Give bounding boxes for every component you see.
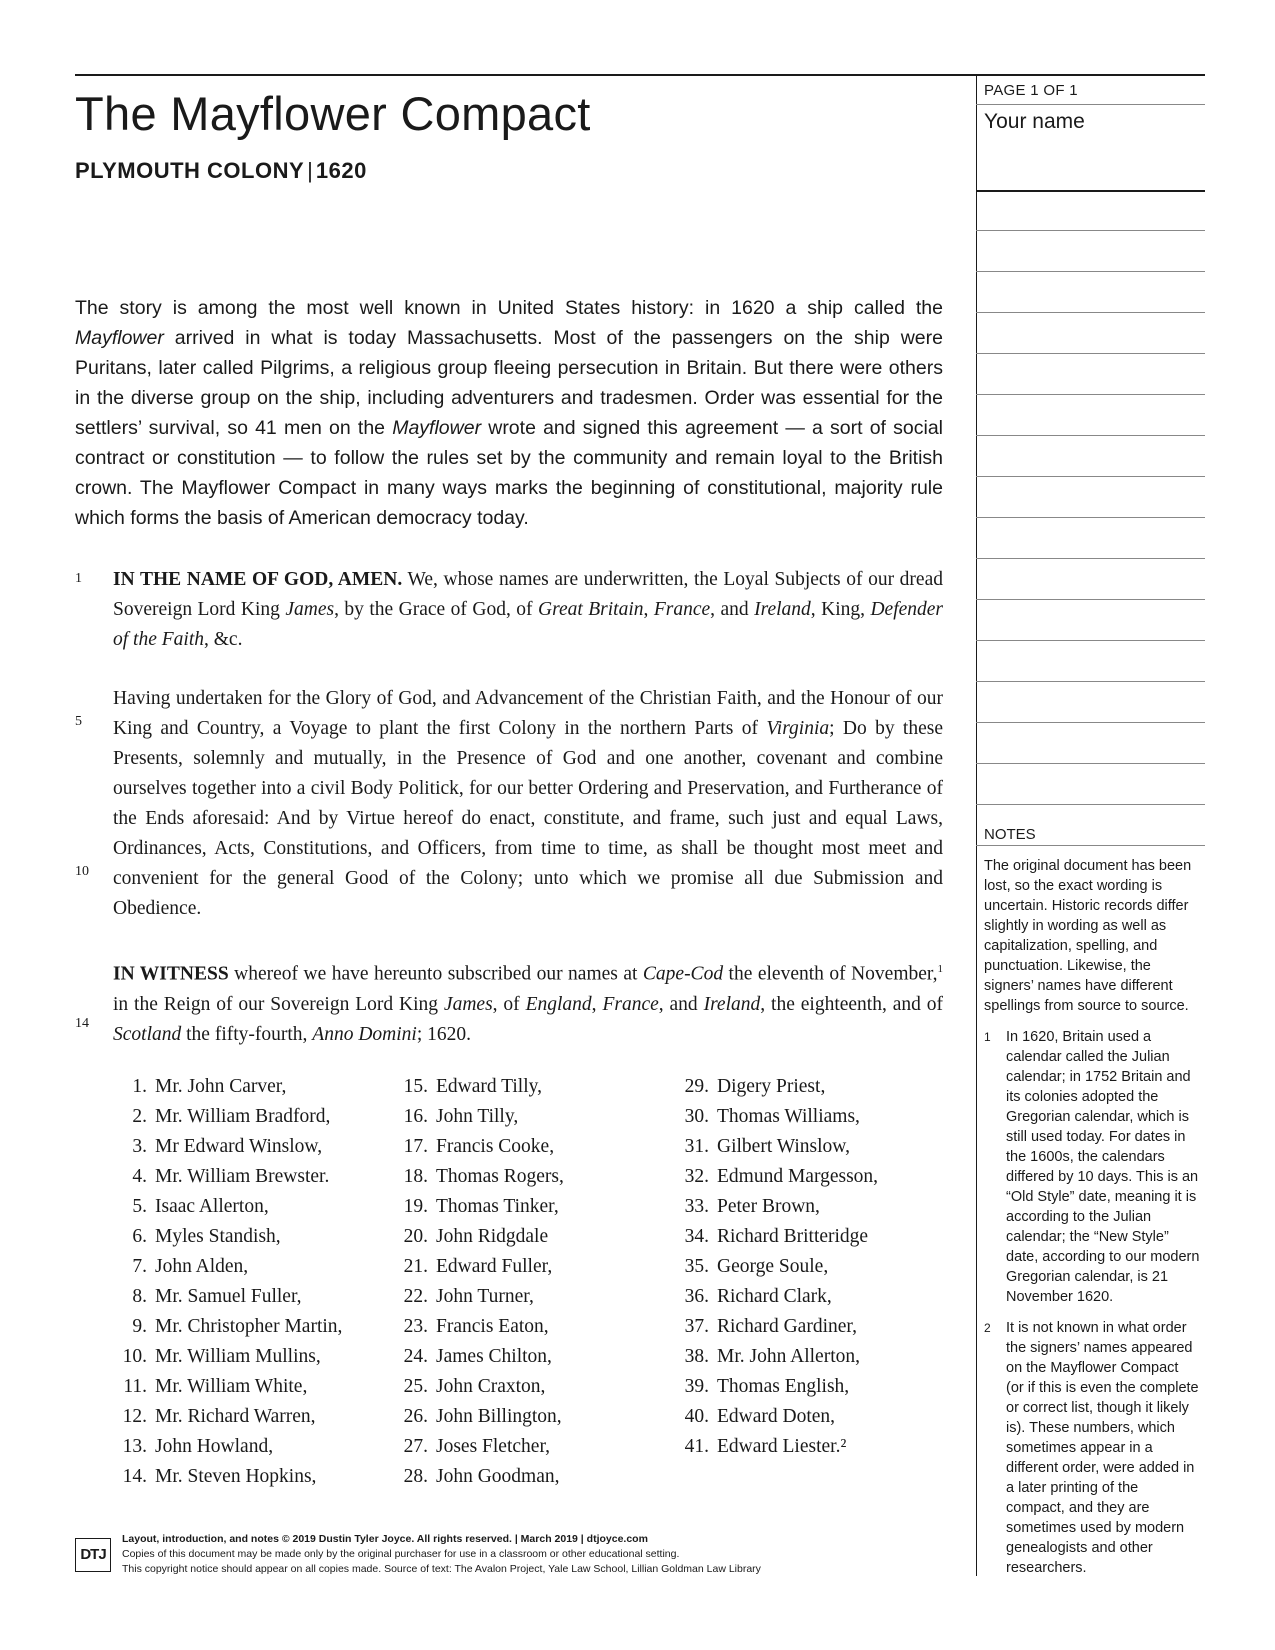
signer-item: [394, 1192, 564, 1222]
subtitle-separator: |: [307, 158, 313, 183]
writing-line[interactable]: [976, 558, 1205, 559]
signer-name: John Howland,: [155, 1436, 274, 1457]
subtitle-colony: PLYMOUTH COLONY: [75, 158, 305, 183]
signer-name: Thomas English,: [717, 1376, 850, 1397]
signer-item: [394, 1372, 564, 1402]
footnote: [984, 1027, 1200, 1307]
signer-name: Mr. John Carver,: [155, 1076, 287, 1097]
signer-name: Mr. William Mullins,: [155, 1346, 321, 1367]
signer-number: 25.: [403, 1376, 428, 1397]
signer-number: 13.: [122, 1436, 147, 1457]
signer-item: [394, 1102, 564, 1132]
signer-item: [113, 1342, 342, 1372]
signer-number: 1.: [132, 1076, 147, 1097]
signer-name: Edward Liester.²: [717, 1436, 847, 1457]
compact-text: whereof we have hereunto subscribed our names at: [228, 963, 643, 985]
signer-item: [675, 1252, 878, 1282]
compact-italic: Great Britain: [538, 599, 644, 620]
signer-number: 41.: [684, 1436, 709, 1457]
intro-text: arrived in what is today Massachusetts. Most of the passengers on the ship were Puritans, later called Pilgrims, a religious group fleeing persecution in Britain. But there were others in the diverse group on the ship, including adventurers and tradesmen. Order was essential for the settlers’ survival, so 41 men on the: [75, 327, 943, 439]
signer-item: [113, 1132, 342, 1162]
signer-item: [113, 1462, 342, 1492]
name-field-label: Your name: [984, 110, 1085, 133]
signer-item: [113, 1282, 342, 1312]
signer-name: Mr. William White,: [155, 1376, 308, 1397]
compact-italic: Scotland: [113, 1023, 182, 1045]
signer-number: 21.: [403, 1256, 428, 1277]
signer-item: [675, 1072, 878, 1102]
compact-text: , &c.: [204, 629, 243, 650]
signer-item: [394, 1342, 564, 1372]
signer-number: 5.: [132, 1196, 147, 1217]
compact-text: We, whose names are underwritten, the Loyal Subjects of our dread Sovereign Lord King: [113, 569, 943, 620]
writing-line[interactable]: [976, 476, 1205, 477]
signer-name: Mr. Samuel Fuller,: [155, 1286, 302, 1307]
compact-italic: Ireland: [754, 599, 811, 620]
signer-number: 30.: [684, 1106, 709, 1127]
dtj-logo: DTJ: [75, 1538, 111, 1572]
line-number: 5: [75, 714, 82, 729]
compact-italic: France: [602, 993, 659, 1015]
intro-text: The story is among the most well known in United States history: in 1620 a ship called the: [75, 297, 943, 319]
signer-number: 6.: [132, 1226, 147, 1247]
signer-number: 15.: [403, 1076, 428, 1097]
signer-name: Richard Gardiner,: [717, 1316, 857, 1337]
compact-text: in the Reign of our Sovereign Lord King: [113, 993, 444, 1015]
footnote-number: 2: [984, 1321, 991, 1335]
intro-text: wrote and signed this agreement — a sort of social contract or constitution — to follow the rules set by the community and remain loyal to the British crown. The Mayflower Compact in many ways marks the beginning of constitutional, majority rule which forms the basis of American democracy today.: [75, 417, 943, 529]
writing-line[interactable]: [976, 845, 1205, 846]
signer-item: [113, 1192, 342, 1222]
signer-number: 8.: [132, 1286, 147, 1307]
footnote-text: In 1620, Britain used a calendar called the Julian calendar; in 1752 Britain and its colonies adopted the Gregorian calendar, which is still used today. For dates in the 1600s, the calendars differed by 10 days. This is an “Old Style” date, meaning it is according to the Julian calendar; the “New Style” date, according to our modern Gregorian calendar, is 21 November 1620.: [1006, 1029, 1200, 1305]
footnote-ref: 1: [937, 963, 943, 975]
signer-item: [394, 1222, 564, 1252]
compact-italic: Virginia: [766, 718, 830, 739]
signer-number: 11.: [123, 1376, 147, 1397]
compact-text: , the eighteenth, and of: [760, 993, 944, 1015]
signer-number: 2.: [132, 1106, 147, 1127]
signer-number: 37.: [684, 1316, 709, 1337]
signer-name: George Soule,: [717, 1256, 829, 1277]
signer-item: [113, 1312, 342, 1342]
signer-name: Mr. Christopher Martin,: [155, 1316, 343, 1337]
signer-name: Edmund Margesson,: [717, 1166, 879, 1187]
sidebar-border: [976, 76, 977, 1576]
signers-column-1: [113, 1072, 342, 1492]
signer-name: Mr. Richard Warren,: [155, 1406, 316, 1427]
signer-item: [394, 1282, 564, 1312]
signer-number: 32.: [684, 1166, 709, 1187]
signer-name: Peter Brown,: [717, 1196, 820, 1217]
signer-item: [675, 1342, 878, 1372]
signer-item: [394, 1072, 564, 1102]
writing-line[interactable]: [976, 230, 1205, 231]
footer-line: Copies of this document may be made only by the original purchaser for use in a classroom or other educational setting.: [122, 1548, 680, 1560]
signer-number: 34.: [684, 1226, 709, 1247]
page-subtitle: [75, 158, 367, 184]
signer-number: 24.: [403, 1346, 428, 1367]
signer-number: 20.: [403, 1226, 428, 1247]
compact-italic: James: [285, 599, 335, 620]
signer-item: [113, 1162, 342, 1192]
signer-item: [675, 1192, 878, 1222]
signer-name: Joses Fletcher,: [436, 1436, 551, 1457]
subtitle-year: 1620: [315, 158, 367, 183]
signer-name: Francis Cooke,: [436, 1136, 555, 1157]
signer-number: 16.: [403, 1106, 428, 1127]
signer-item: [394, 1312, 564, 1342]
signer-item: [675, 1312, 878, 1342]
footnote: [984, 1318, 1200, 1578]
signer-number: 17.: [403, 1136, 428, 1157]
signer-item: [394, 1132, 564, 1162]
compact-italic: Cape-Cod: [642, 963, 724, 985]
writing-line[interactable]: [976, 722, 1205, 723]
signer-name: Mr. Steven Hopkins,: [155, 1466, 317, 1487]
signer-item: [394, 1462, 564, 1492]
signer-item: [394, 1432, 564, 1462]
signer-name: Mr Edward Winslow,: [155, 1136, 323, 1157]
compact-paragraph-3: [113, 954, 943, 1050]
writing-line[interactable]: [976, 435, 1205, 436]
compact-text: ; 1620.: [416, 1023, 472, 1045]
notes-body: The original document has been lost, so the exact wording is uncertain. Historic records differ slightly in wording as well as capitalization, spelling, and punctuation. Likewise, the signers’ names have different spellings from source to source.: [984, 858, 1192, 1014]
signer-item: [394, 1162, 564, 1192]
signer-name: John Turner,: [436, 1286, 534, 1307]
signer-item: [113, 1222, 342, 1252]
signer-name: John Billington,: [436, 1406, 562, 1427]
writing-line[interactable]: [976, 681, 1205, 682]
compact-italic: Ireland: [703, 993, 761, 1015]
signer-item: [675, 1372, 878, 1402]
signer-item: [675, 1102, 878, 1132]
compact-italic: France: [653, 599, 711, 620]
top-rule: [75, 74, 1205, 76]
compact-italic: Defender of the Faith: [113, 599, 944, 650]
line-number: 1: [75, 571, 82, 586]
writing-line[interactable]: [976, 353, 1205, 354]
writing-line[interactable]: [976, 804, 1205, 805]
intro-paragraph: [75, 293, 943, 533]
signer-name: Thomas Tinker,: [436, 1196, 559, 1217]
signer-name: John Alden,: [155, 1256, 249, 1277]
footer-line: This copyright notice should appear on all copies made. Source of text: The Avalon Project, Yale Law School, Lillian Goldman Law Library: [122, 1563, 761, 1575]
writing-line[interactable]: [976, 312, 1205, 313]
signer-number: 3.: [132, 1136, 147, 1157]
signer-name: Edward Fuller,: [436, 1256, 553, 1277]
compact-opening: IN THE NAME OF GOD, AMEN.: [113, 569, 403, 590]
signer-number: 12.: [122, 1406, 147, 1427]
compact-text: , and: [710, 599, 755, 620]
signer-name: Edward Tilly,: [436, 1076, 543, 1097]
signer-item: [394, 1252, 564, 1282]
signer-item: [675, 1432, 878, 1462]
signer-name: Isaac Allerton,: [155, 1196, 269, 1217]
signer-name: Edward Doten,: [717, 1406, 836, 1427]
compact-text: the eleventh of November,: [723, 963, 938, 985]
signer-number: 28.: [403, 1466, 428, 1487]
compact-text: , and: [658, 993, 704, 1015]
compact-text: Having undertaken for the Glory of God, and Advancement of the Christian Faith, and the Honour of our King and Country, a Voyage to plant the first Colony in the northern Parts of: [113, 688, 943, 739]
signer-number: 35.: [684, 1256, 709, 1277]
signer-item: [394, 1402, 564, 1432]
signer-number: 14.: [122, 1466, 147, 1487]
witness-heading: IN WITNESS: [113, 963, 229, 985]
signer-number: 29.: [684, 1076, 709, 1097]
signer-name: Mr. John Allerton,: [717, 1346, 861, 1367]
footer-line: Layout, introduction, and notes © 2019 Dustin Tyler Joyce. All rights reserved. | March 2019 | dtjoyce.com: [122, 1533, 648, 1545]
page-title: The Mayflower Compact: [75, 87, 591, 140]
signer-number: 4.: [132, 1166, 147, 1187]
signer-item: [113, 1072, 342, 1102]
signer-number: 19.: [403, 1196, 428, 1217]
signer-item: [675, 1402, 878, 1432]
compact-italic: James: [443, 993, 493, 1015]
signer-number: 40.: [684, 1406, 709, 1427]
compact-text: , by the Grace of God, of: [334, 599, 538, 620]
copyright-footer: [122, 1532, 761, 1577]
signer-name: Mr. William Bradford,: [155, 1106, 331, 1127]
divider: [976, 104, 1205, 105]
notes-heading: NOTES: [984, 826, 1036, 843]
signer-item: [675, 1282, 878, 1312]
footnote-text: It is not known in what order the signers’ names appeared on the Mayflower Compact (or if this is even the complete or correct list, though it likely is). These numbers, which sometimes appear in a different order, were added in a later printing of the compact, and they are sometimes used by modern genealogists and other researchers.: [1006, 1320, 1199, 1576]
signer-name: John Goodman,: [436, 1466, 560, 1487]
signer-number: 22.: [403, 1286, 428, 1307]
signer-name: Gilbert Winslow,: [717, 1136, 850, 1157]
writing-line[interactable]: [976, 599, 1205, 600]
compact-text: ,: [591, 993, 603, 1015]
signer-name: Myles Standish,: [155, 1226, 281, 1247]
line-number: 14: [75, 1016, 89, 1031]
compact-text: ,: [643, 599, 654, 620]
line-number: 10: [75, 864, 89, 879]
intro-ship-name: Mayflower: [75, 327, 164, 349]
compact-text: ; Do by these Presents, solemnly and mutually, in the Presence of God and one another, covenant and combine ourselves together into a civil Body Politick, for our better Ordering and Preservation, and Furtherance of the Ends aforesaid: And by Virtue hereof do enact, constitute, and frame, such just and equal Laws, Ordinances, Acts, Constitutions, and Officers, from time to time, as shall be thought most meet and convenient for the general Good of the Colony; unto which we promise all due Submission and Obedience.: [113, 718, 943, 919]
signer-name: John Tilly,: [436, 1106, 519, 1127]
writing-line[interactable]: [976, 763, 1205, 764]
signer-number: 27.: [403, 1436, 428, 1457]
signer-number: 9.: [132, 1316, 147, 1337]
signer-number: 36.: [684, 1286, 709, 1307]
signer-number: 31.: [684, 1136, 709, 1157]
writing-line[interactable]: [976, 394, 1205, 395]
signer-item: [113, 1252, 342, 1282]
signers-column-2: [394, 1072, 564, 1492]
signer-item: [113, 1432, 342, 1462]
signer-name: Digery Priest,: [717, 1076, 826, 1097]
intro-ship-name: Mayflower: [392, 417, 482, 439]
signer-number: 38.: [684, 1346, 709, 1367]
page-indicator: PAGE 1 OF 1: [984, 82, 1078, 99]
compact-text: , of: [492, 993, 526, 1015]
footnote-number: 1: [984, 1030, 991, 1044]
compact-paragraph-2: [113, 684, 943, 924]
signer-name: Mr. William Brewster.: [155, 1166, 330, 1187]
signer-name: Richard Clark,: [717, 1286, 832, 1307]
signer-item: [675, 1162, 878, 1192]
signer-name: Richard Britteridge: [717, 1226, 869, 1247]
signer-number: 7.: [132, 1256, 147, 1277]
signer-item: [113, 1372, 342, 1402]
signer-name: Thomas Rogers,: [436, 1166, 564, 1187]
compact-italic: Anno Domini: [312, 1023, 417, 1045]
signer-number: 39.: [684, 1376, 709, 1397]
signer-number: 33.: [684, 1196, 709, 1217]
signer-name: Francis Eaton,: [436, 1316, 549, 1337]
name-field-line[interactable]: [976, 190, 1205, 192]
signers-column-3: [675, 1072, 878, 1462]
signer-item: [675, 1132, 878, 1162]
compact-paragraph-1: [113, 565, 943, 655]
signer-number: 18.: [403, 1166, 428, 1187]
signer-name: John Craxton,: [436, 1376, 546, 1397]
signer-number: 10.: [122, 1346, 147, 1367]
writing-line[interactable]: [976, 271, 1205, 272]
signer-name: James Chilton,: [436, 1346, 552, 1367]
signer-number: 23.: [403, 1316, 428, 1337]
signer-item: [675, 1222, 878, 1252]
writing-line[interactable]: [976, 640, 1205, 641]
signer-name: John Ridgdale: [436, 1226, 549, 1247]
signer-name: Thomas Williams,: [717, 1106, 860, 1127]
compact-text: , King,: [810, 599, 871, 620]
signer-number: 26.: [403, 1406, 428, 1427]
compact-text: the fifty-fourth,: [181, 1023, 313, 1045]
signer-item: [113, 1102, 342, 1132]
signer-item: [113, 1402, 342, 1432]
compact-italic: England: [525, 993, 592, 1015]
writing-line[interactable]: [976, 517, 1205, 518]
